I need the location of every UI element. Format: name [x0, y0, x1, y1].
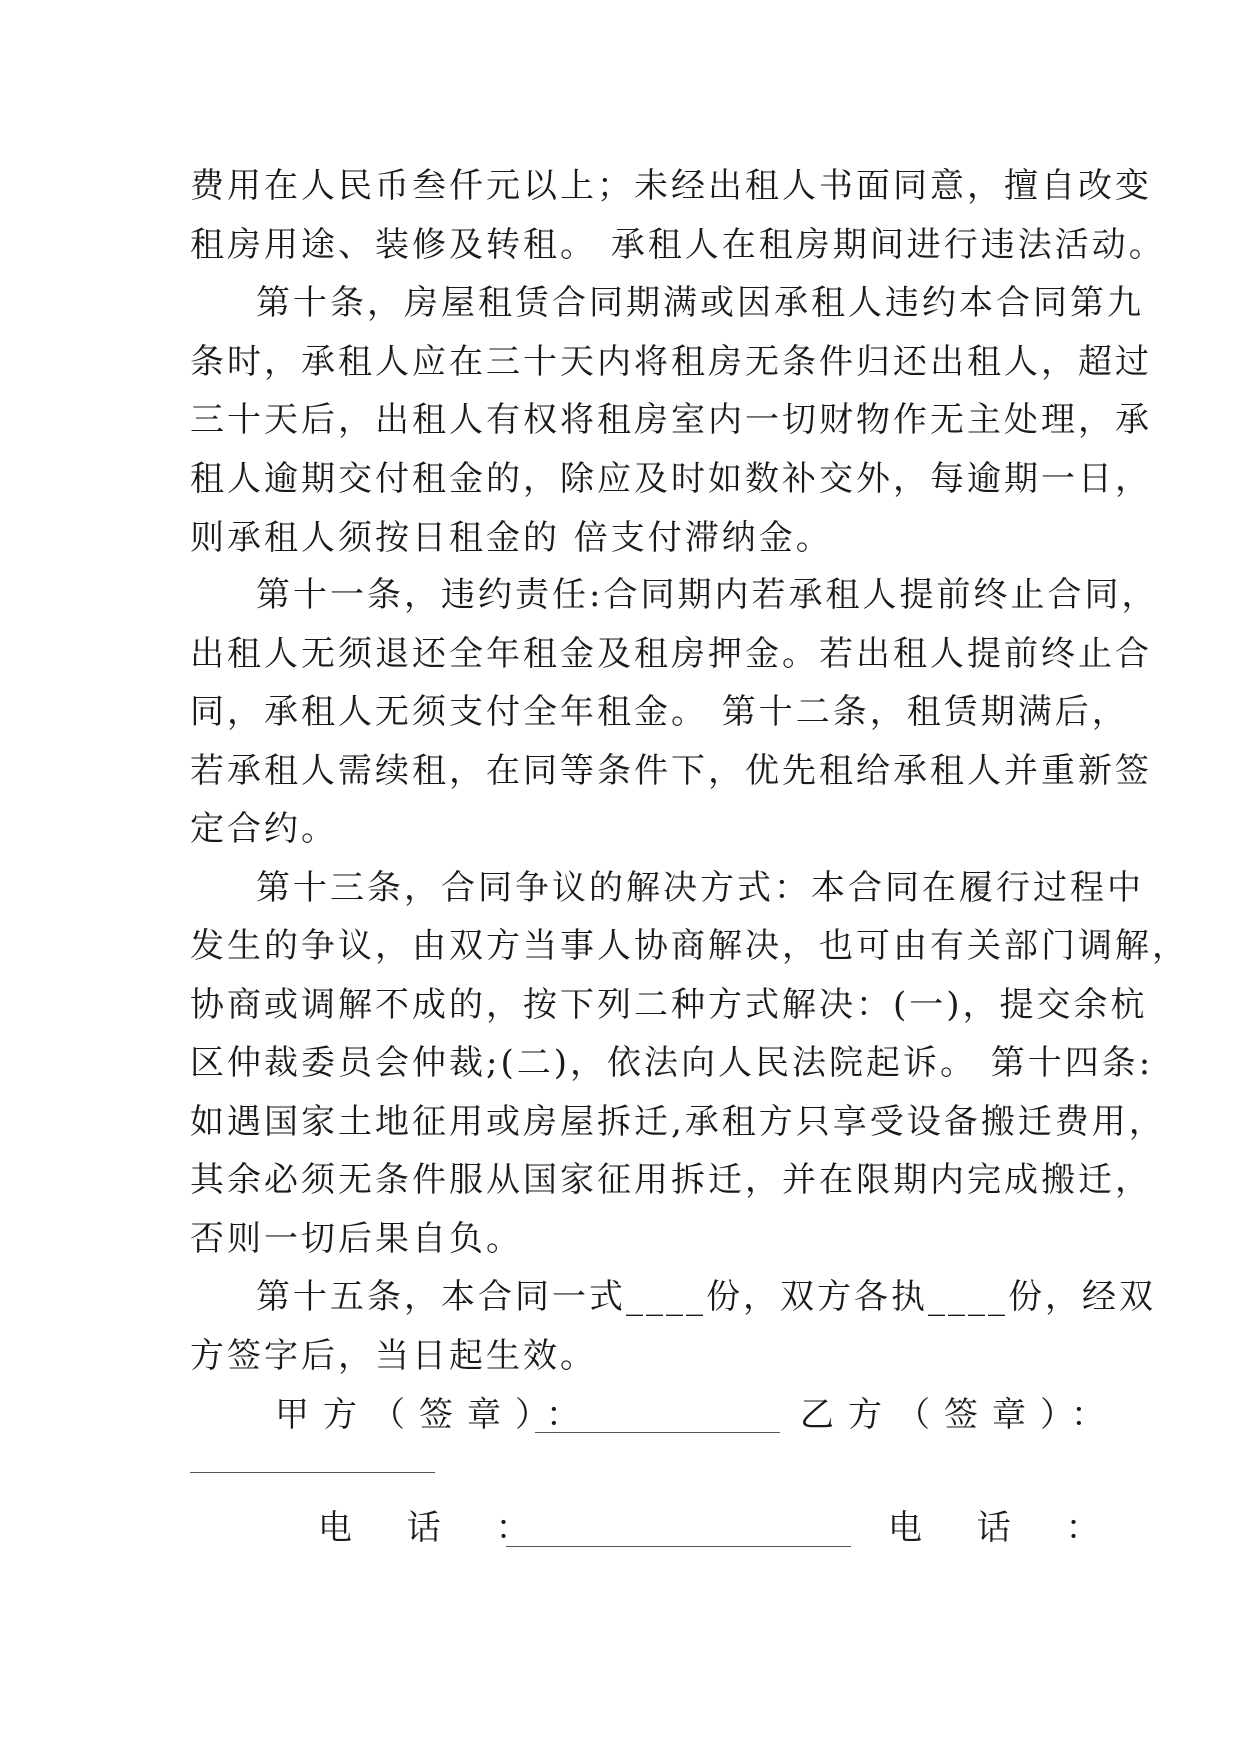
text-line: 租房用途、装修及转租。 承租人在租房期间进行违法活动。: [190, 225, 1166, 265]
text-line: 如遇国家土地征用或房屋拆迁,承租方只享受设备搬迁费用，: [190, 1102, 1166, 1142]
text-line: 第十一条，违约责任:合同期内若承租人提前终止合同，: [256, 575, 1159, 615]
text-line: 费用在人民币叁仟元以上；未经出租人书面同意，擅自改变: [190, 166, 1152, 206]
text-line: 若承租人需续租，在同等条件下，优先租给承租人并重新签: [190, 751, 1152, 791]
party-a-phone-line: [506, 1546, 851, 1547]
text-line: 三十天后，出租人有权将租房室内一切财物作无主处理，承: [190, 400, 1152, 440]
text-line: 发生的争议，由双方当事人协商解决，也可由有关部门调解，: [190, 926, 1189, 966]
party-a-signature-line: [535, 1432, 780, 1433]
text-line: 第十三条，合同争议的解决方式：本合同在履行过程中: [256, 868, 1144, 908]
text-line: 条时，承租人应在三十天内将租房无条件归还出租人，超过: [190, 342, 1152, 382]
text-line: 出租人无须退还全年租金及租房押金。若出租人提前终止合: [190, 634, 1152, 674]
text-line: 则承租人须按日租金的 倍支付滞纳金。: [190, 518, 833, 558]
party-b-phone-label: 电 话 ：: [888, 1508, 1122, 1548]
text-line: 第十五条，本合同一式____份，双方各执____份，经双: [256, 1277, 1156, 1317]
text-line: 定合约。: [190, 809, 338, 849]
text-line: 其余必须无条件服从国家征用拆迁，并在限期内完成搬迁，: [190, 1160, 1152, 1200]
text-line: 租人逾期交付租金的，除应及时如数补交外，每逾期一日，: [190, 459, 1152, 499]
text-line: 同，承租人无须支付全年租金。 第十二条，租赁期满后，: [190, 692, 1129, 732]
text-line: 否则一切后果自负。: [190, 1219, 523, 1259]
party-b-signature-line: [190, 1472, 435, 1473]
party-a-phone-label: 电 话 ：: [318, 1508, 552, 1548]
party-a-signature-label: 甲方（签章）：: [275, 1395, 594, 1435]
text-line: 协商或调解不成的，按下列二种方式解决：(一)，提交余杭: [190, 985, 1148, 1025]
party-b-signature-label: 乙方（签章）：: [800, 1395, 1119, 1435]
text-line: 区仲裁委员会仲裁;(二)，依法向人民法院起诉。 第十四条:: [190, 1043, 1154, 1083]
text-line: 第十条，房屋租赁合同期满或因承租人违约本合同第九: [256, 283, 1144, 323]
text-line: 方签字后，当日起生效。: [190, 1336, 597, 1376]
